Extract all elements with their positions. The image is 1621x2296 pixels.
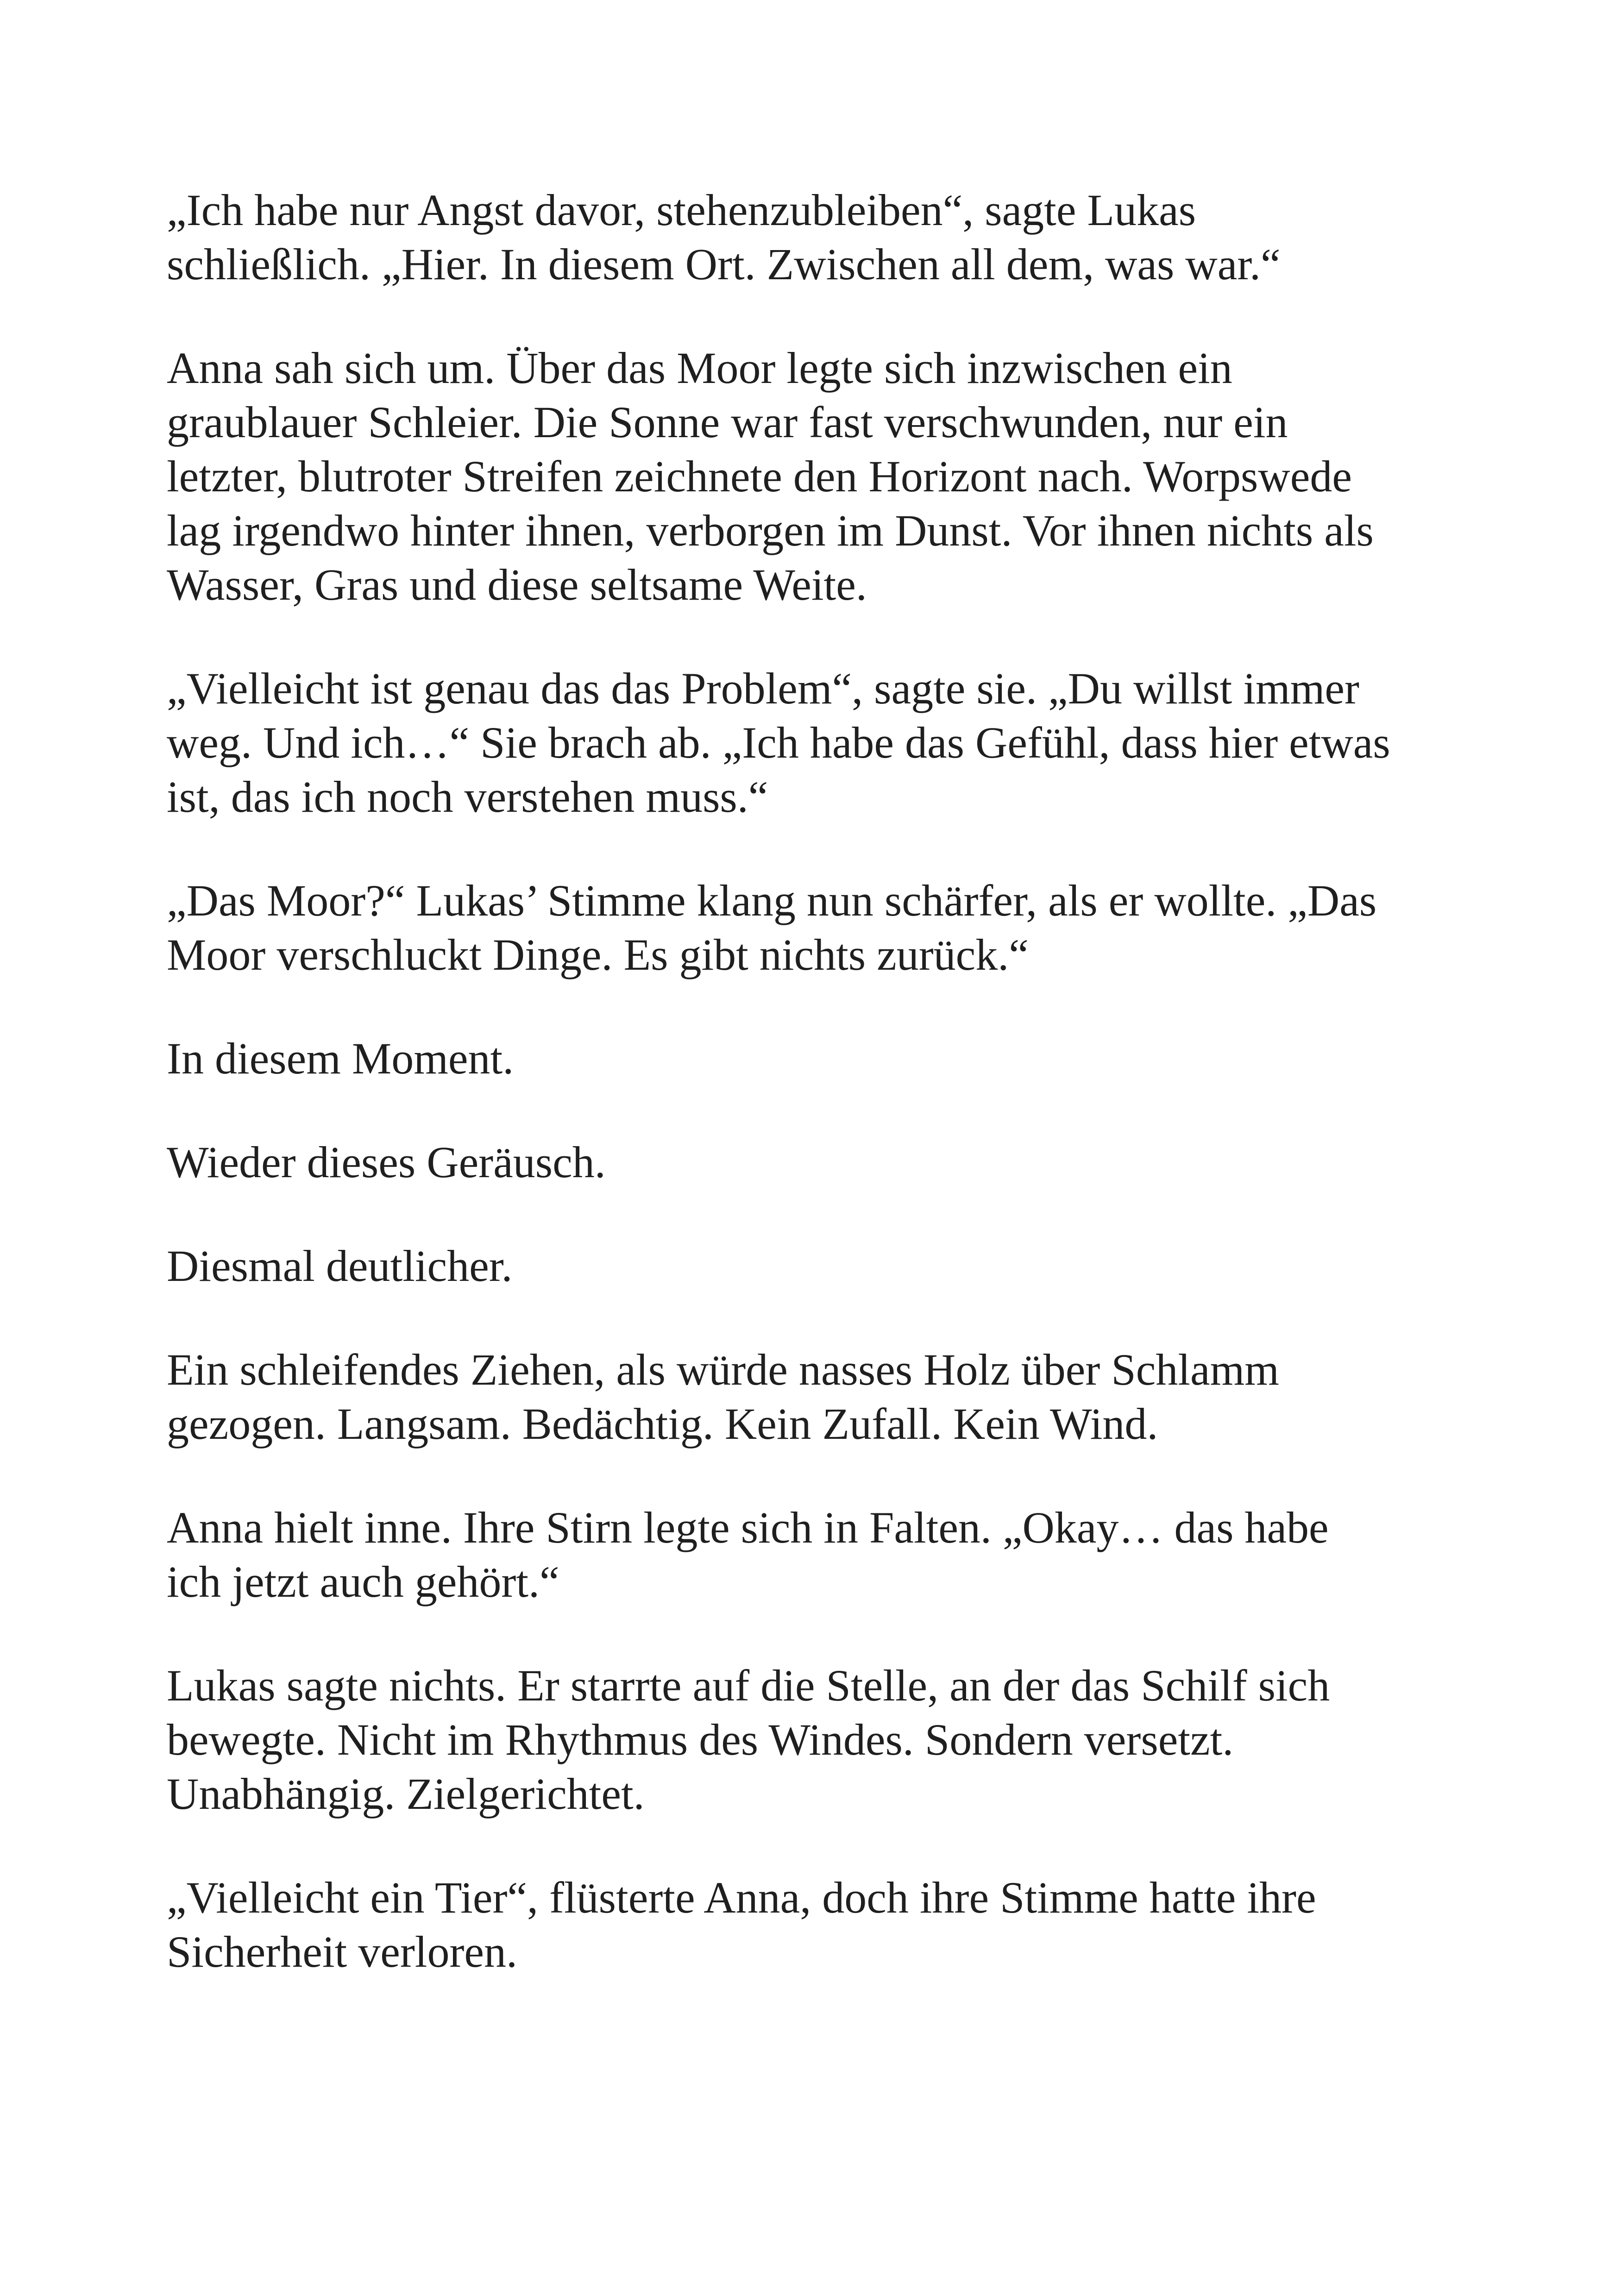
paragraph: Diesmal deutlicher. (167, 1241, 513, 1291)
paragraph: Anna sah sich um. Über das Moor legte sich inzwischen ein graublauer Schleier. Die Sonne war fast verschwunden, nur ein letzter, blutroter Streifen zeichnete den Horizont nach. Worpswede lag irgendwo hinter ihnen, verborgen im Dunst. Vor ihnen nichts als Wasser, Gras und diese seltsame Weite. (167, 343, 1374, 609)
paragraph: „Vielleicht ein Tier“, flüsterte Anna, doch ihre Stimme hatte ihre Sicherheit verloren. (167, 1873, 1316, 1976)
paragraph: „Ich habe nur Angst davor, stehenzubleiben“, sagte Lukas schließlich. „Hier. In diesem Ort. Zwischen all dem, was war.“ (167, 185, 1281, 289)
paragraph: In diesem Moment. (167, 1034, 514, 1083)
paragraph: „Das Moor?“ Lukas’ Stimme klang nun schärfer, als er wollte. „Das Moor verschluckt Dinge. Es gibt nichts zurück.“ (167, 876, 1377, 979)
text-column (167, 183, 1501, 1979)
paragraph: Wieder dieses Geräusch. (167, 1137, 606, 1187)
paragraph: Lukas sagte nichts. Er starrte auf die Stelle, an der das Schilf sich bewegte. Nicht im Rhythmus des Windes. Sondern versetzt. Unabhängig. Zielgerichtet. (167, 1661, 1330, 1819)
paragraph: Ein schleifendes Ziehen, als würde nasses Holz über Schlamm gezogen. Langsam. Bedächtig. Kein Zufall. Kein Wind. (167, 1345, 1279, 1449)
paragraph: „Vielleicht ist genau das das Problem“, sagte sie. „Du willst immer weg. Und ich…“ Sie brach ab. „Ich habe das Gefühl, dass hier etwas ist, das ich noch verstehen muss.“ (167, 664, 1390, 822)
paragraph: Anna hielt inne. Ihre Stirn legte sich in Falten. „Okay… das habe ich jetzt auch gehört.“ (167, 1503, 1329, 1606)
